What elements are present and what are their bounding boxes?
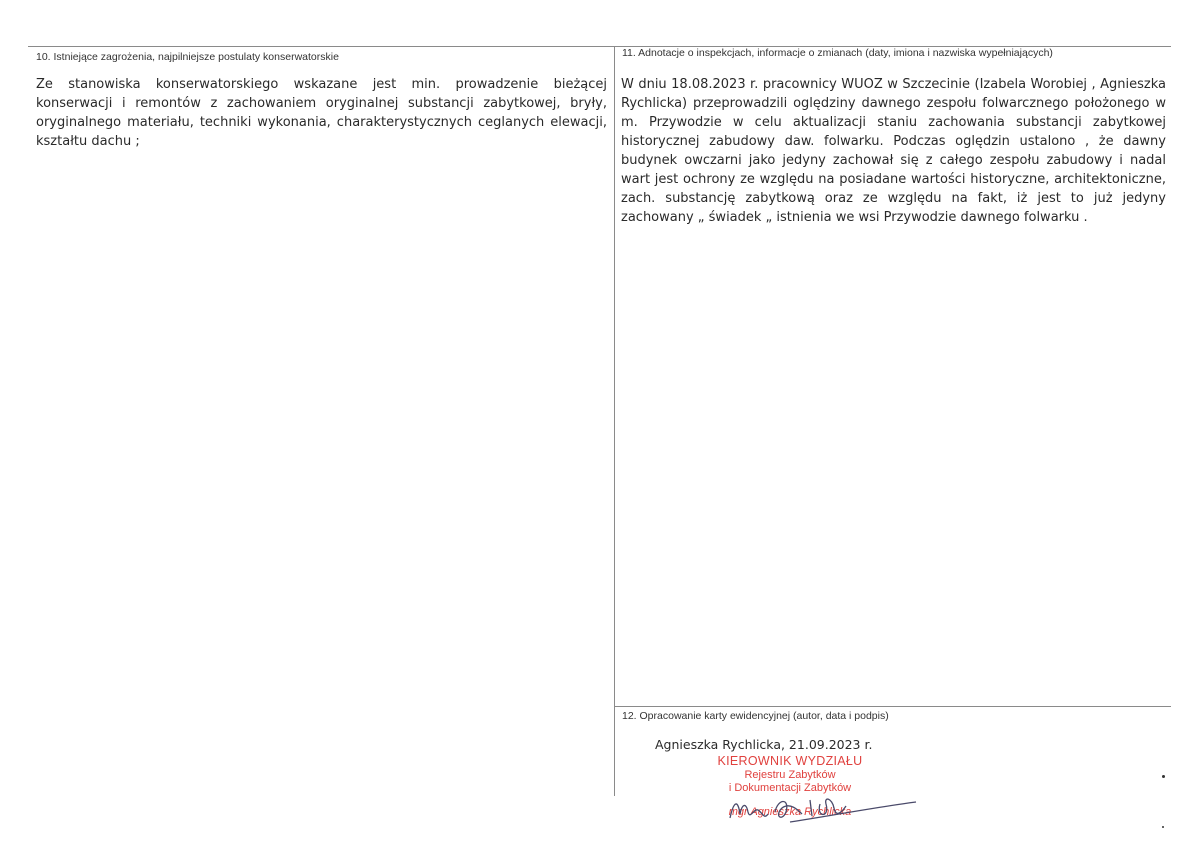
section11-label: 11. Adnotacje o inspekcjach, informacje o zmianach (daty, imiona i nazwiska wypełniających) (622, 47, 1053, 59)
section12-border (614, 706, 1171, 707)
stamp-title: KIEROWNIK WYDZIAŁU (717, 754, 863, 768)
section10-text: Ze stanowiska konserwatorskiego wskazane jest min. prowadzenie bieżącej konserwacji i remontów z zachowaniem oryginalnej substancji zabytkowej, bryły, oryginalnego materiału, techniki wykonania, charakterystycznych ceglanych elewacji, kształtu dachu ; (36, 77, 607, 149)
stamp-name: mgr Agnieszka Rychlicka (728, 806, 852, 818)
stamp-line-2: i Dokumentacji Zabytków (728, 782, 852, 794)
handwritten-signature (720, 790, 920, 830)
section12-label: 12. Opracowanie karty ewidencyjnej (autor, data i podpis) (622, 710, 889, 722)
section11-text: W dniu 18.08.2023 r. pracownicy WUOZ w Szczecinie (Izabela Worobiej , Agnieszka Rychlicka) przeprowadzili oględziny dawnego zespołu folwarcznego położonego w m. Przywodzie w celu aktualizacji staniu zachowania substancji zabytkowej historycznej zabudowy daw. folwarku. Podczas oględzin ustalono , że dawny budynek owczarni jako jedyny zachował się z całego zespołu zabudowy i nadal wart jest ochrony ze względu na posiadane wartości historyczne, architektoniczne, zach. substancję zabytkową oraz ze względu na fakt, iż jest to już jedyny zachowany „ świadek „ istnienia we wsi Przywodzie dawnego folwarku . (621, 77, 1166, 225)
stamp-line-1: Rejestru Zabytków (744, 769, 836, 781)
column-divider (614, 46, 615, 796)
section10-label: 10. Istniejące zagrożenia, najpilniejsze postulaty konserwatorskie (36, 51, 339, 63)
scan-dot (1162, 826, 1164, 828)
scan-dot (1162, 775, 1165, 778)
author-date: Agnieszka Rychlicka, 21.09.2023 r. (655, 737, 873, 752)
